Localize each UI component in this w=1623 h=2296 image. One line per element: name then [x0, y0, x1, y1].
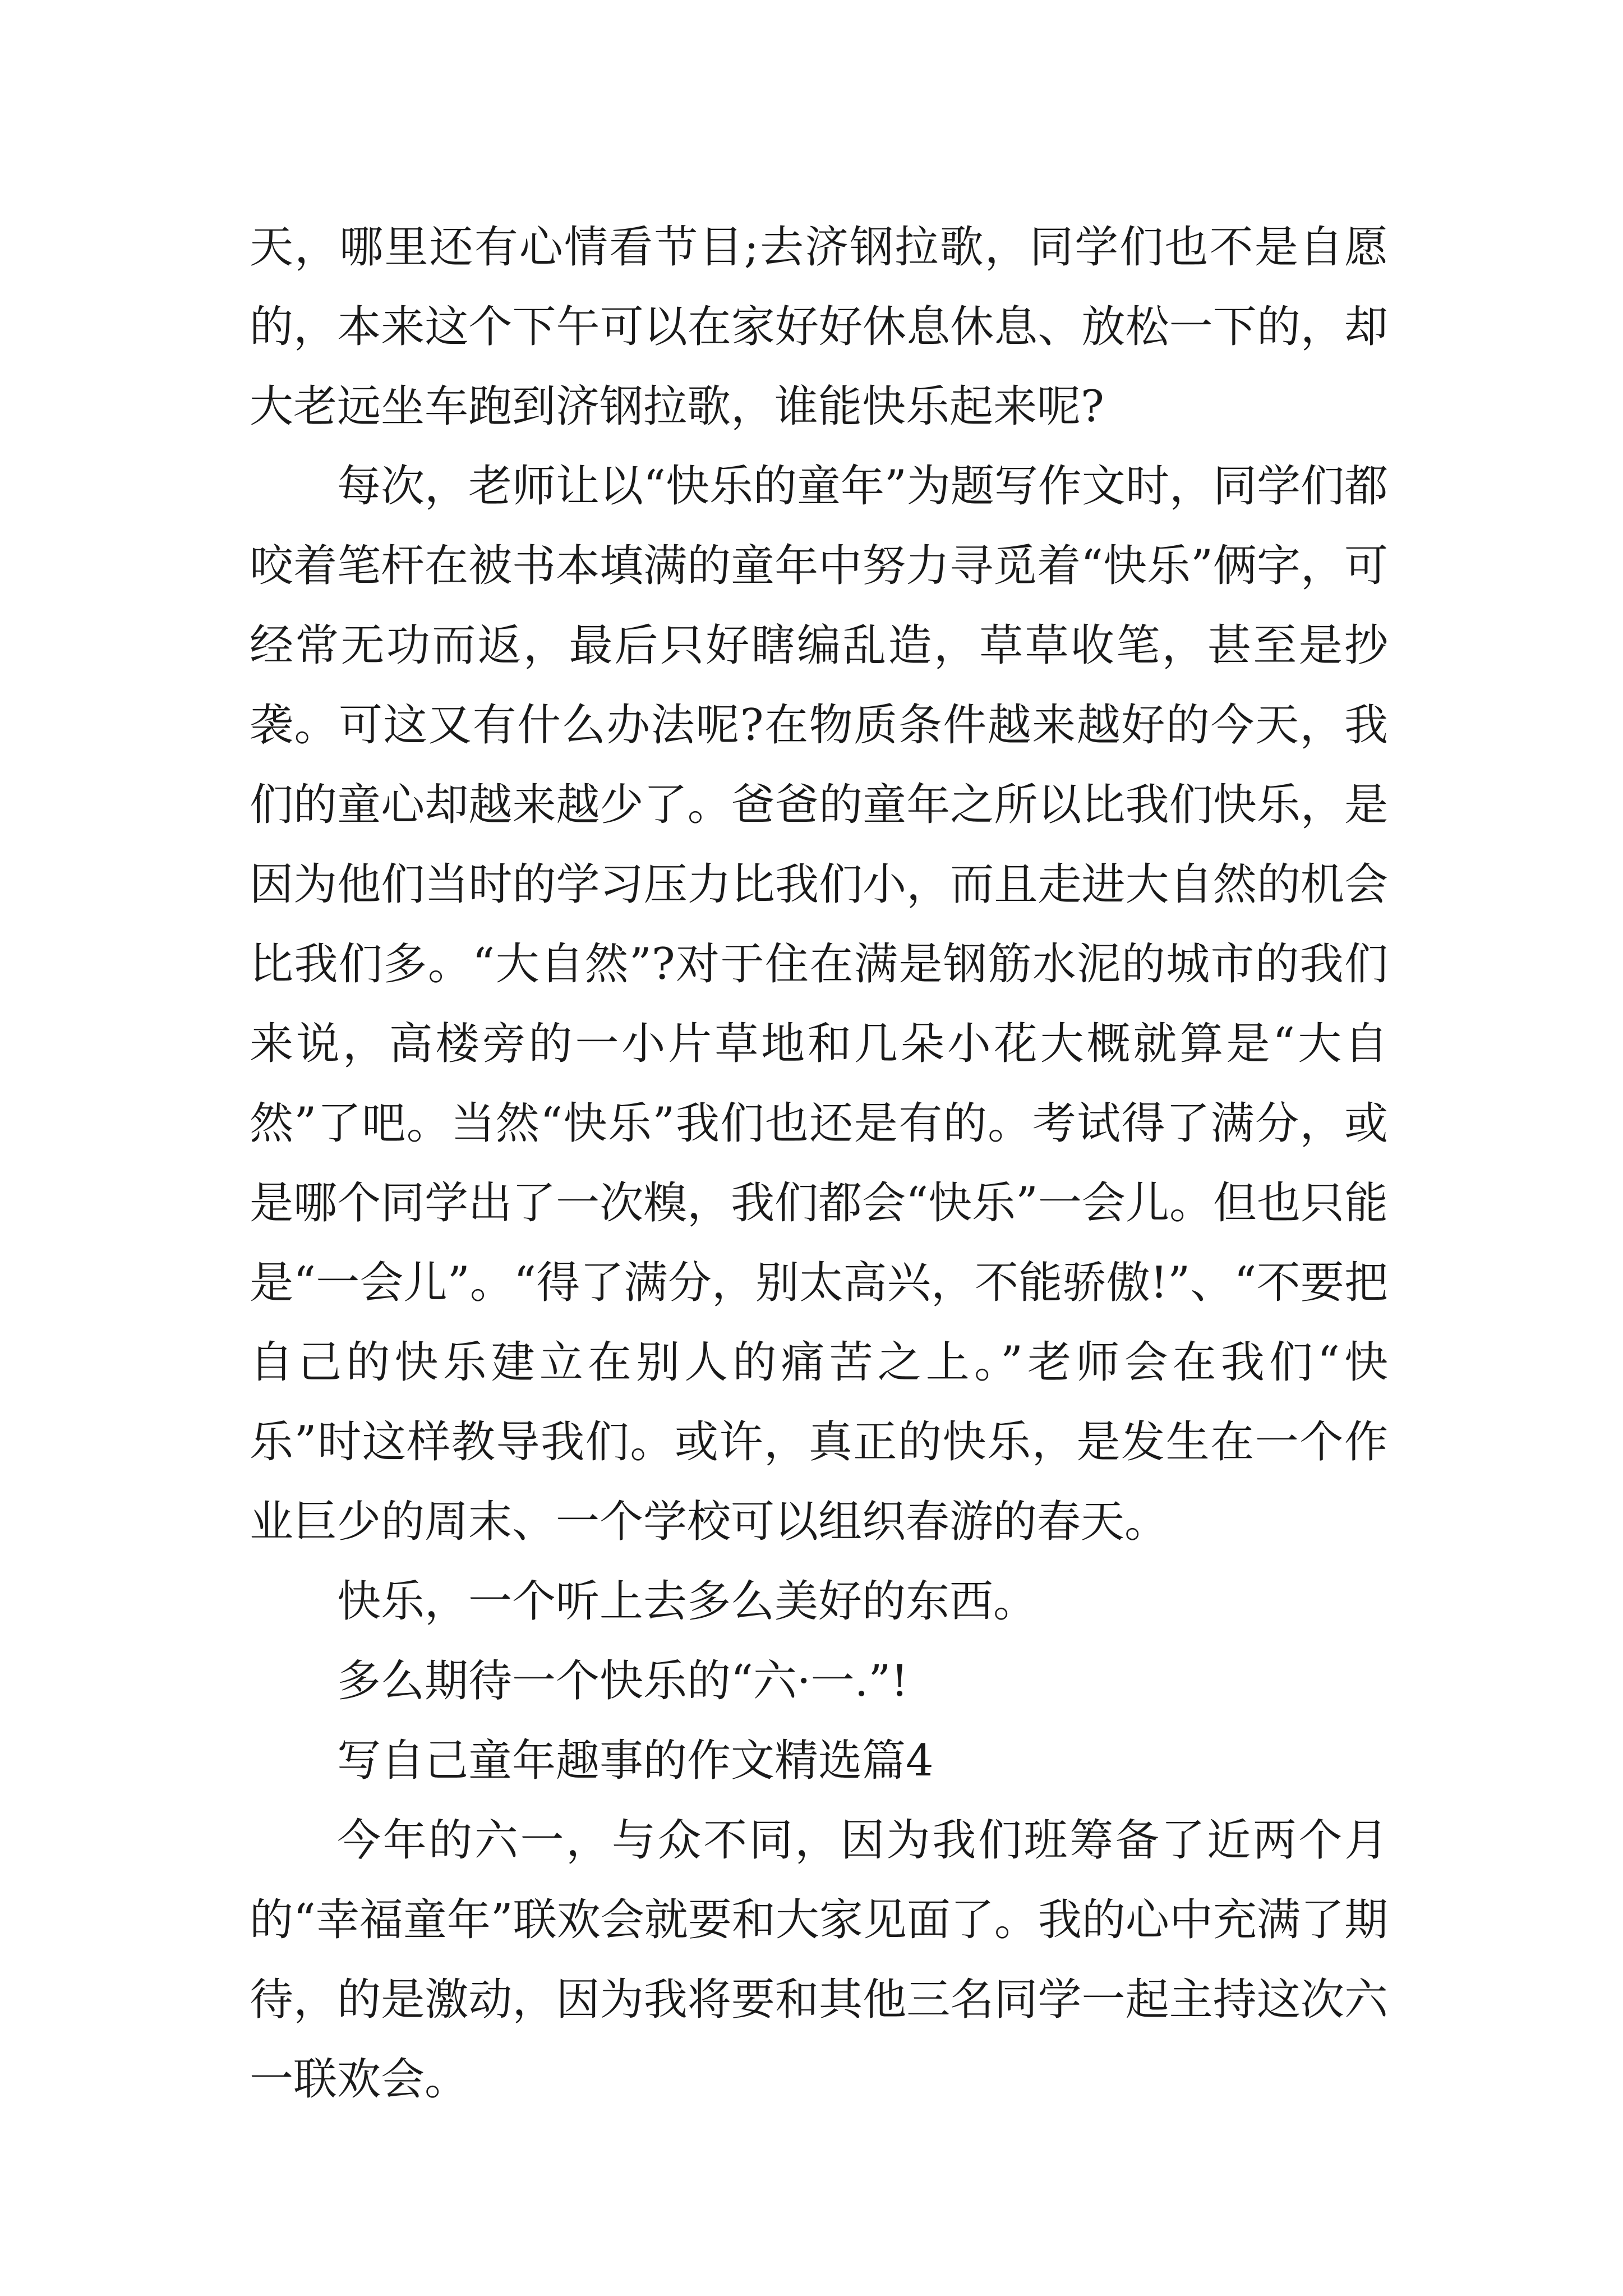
paragraph-continuation: 天，哪里还有心情看节目;去济钢拉歌，同学们也不是自愿的，本来这个下午可以在家好好休息休息、放松一下的，却大老远坐车跑到济钢拉歌，谁能快乐起来呢? — [250, 222, 1388, 432]
paragraph-happy-childhood-essay: 每次，老师让以“快乐的童年”为题写作文时，同学们都咬着笔杆在被书本填满的童年中努力寻觅着“快乐”俩字，可经常无功而返，最后只好瞎编乱造，草草收笔，甚至是抄袭。可这又有什么办法呢?在物质条件越来越好的今天，我们的童心却越来越少了。爸爸的童年之所以比我们快乐，是因为他们当时的学习压力比我们小，而且走进大自然的机会比我们多。“大自然”?对于住在满是钢筋水泥的城市的我们来说，高楼旁的一小片草地和几朵小花大概就算是“大自然”了吧。当然“快乐”我们也还是有的。考试得了满分，或是哪个同学出了一次糗，我们都会“快乐”一会儿。但也只能是“一会儿”。“得了满分，别太高兴，不能骄傲!”、“不要把自己的快乐建立在别人的痛苦之上。”老师会在我们“快乐”时这样教导我们。或许，真正的快乐，是发生在一个作业巨少的周末、一个学校可以组织春游的春天。 — [250, 461, 1388, 1547]
paragraph-happiness-line: 快乐，一个听上去多么美好的东西。 — [337, 1576, 1038, 1627]
paragraph-childrens-day-party: 今年的六一，与众不同，因为我们班筹备了近两个月的“幸福童年”联欢会就要和大家见面了。我的心中充满了期待，的是激动，因为我将要和其他三名同学一起主持这次六一联欢会。 — [250, 1815, 1388, 2105]
document-page — [250, 208, 1388, 2119]
section-heading: 写自己童年趣事的作文精选篇4 — [337, 1736, 934, 1786]
paragraph-expectation-line: 多么期待一个快乐的“六·一.”! — [337, 1656, 909, 1706]
